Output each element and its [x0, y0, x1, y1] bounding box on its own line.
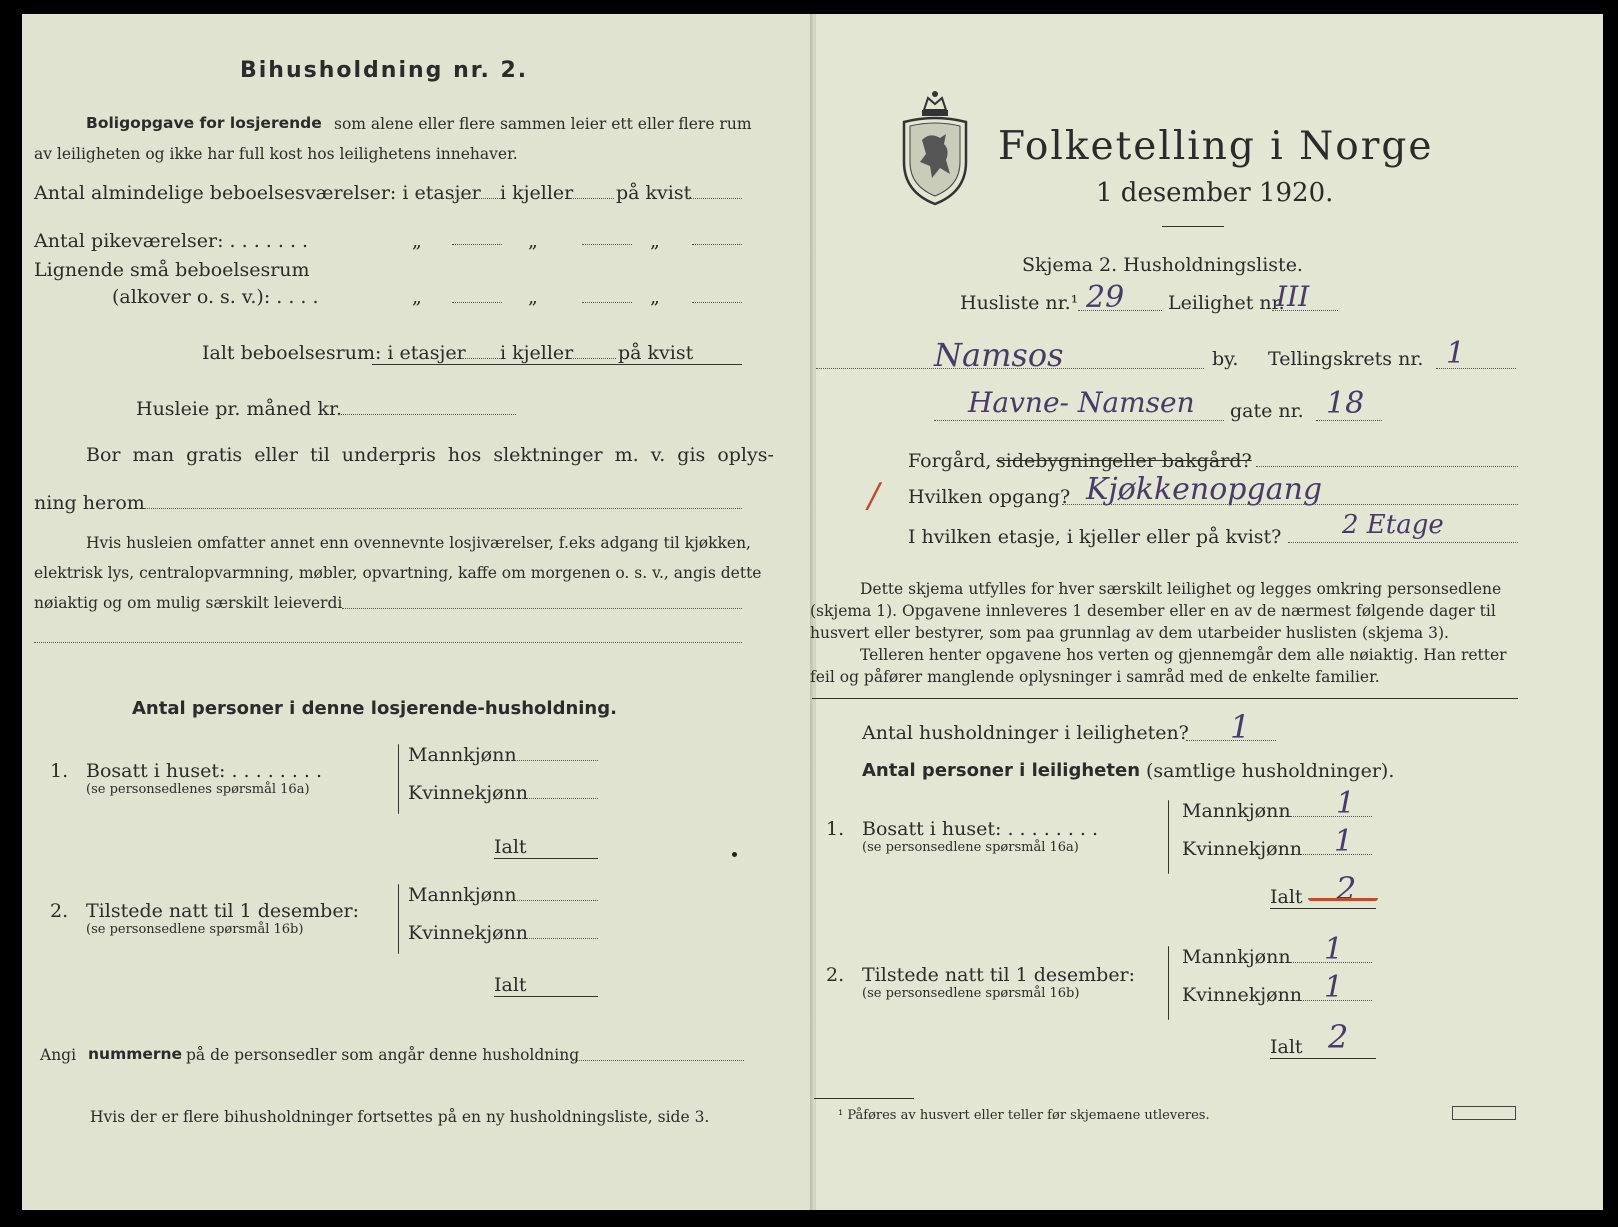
tilstede-mann-field[interactable]: [508, 900, 598, 901]
hvis-line3: nøiaktig og om mulig særskilt leieverdi: [34, 594, 343, 612]
rooms-etasjer-field[interactable]: [450, 198, 500, 199]
persons-bold: Antal personer i leiligheten: [862, 760, 1141, 781]
bosatt-ialt-label: Ialt: [494, 836, 527, 858]
krets-field: [1436, 368, 1516, 369]
r-tilstede-label: Tilstede natt til 1 desember:: [862, 964, 1136, 986]
husleie-field[interactable]: [338, 414, 516, 415]
gate-nr-value[interactable]: 18: [1326, 386, 1365, 421]
rooms-label: Antal almindelige beboelsesværelser: i etasjer: [34, 182, 481, 204]
husleie-label: Husleie pr. måned kr.: [136, 398, 343, 420]
left-footer: Hvis der er flere bihusholdninger fortsettes på en ny husholdningsliste, side 3.: [90, 1108, 710, 1126]
by-field: [816, 368, 1204, 369]
bosatt-kvinne-label: Kvinnekjønn: [408, 782, 529, 804]
sidebygning-label: sidebygning: [996, 450, 1114, 472]
krets-label: Tellingskrets nr.: [1268, 348, 1424, 370]
bosatt-ialt-field[interactable]: [494, 858, 598, 859]
angi-rest: på de personsedler som angår denne husholdning: [186, 1046, 580, 1064]
r-tilstede-num: 2.: [826, 964, 845, 986]
instructions-line4: Telleren henter opgavene hos verten og gjennemgår dem alle nøiaktig. Han retter: [860, 646, 1507, 664]
tilstede-kvinne-field[interactable]: [522, 938, 598, 939]
ialt-rooms-label: Ialt beboelsesrum: i etasjer: [202, 342, 466, 364]
tilstede-kvinne-label: Kvinnekjønn: [408, 922, 529, 944]
husholdninger-value[interactable]: 1: [1230, 708, 1251, 746]
tilstede-ialt-label: Ialt: [494, 974, 527, 996]
gratis-field[interactable]: [144, 508, 742, 509]
bosatt-label: Bosatt i huset: . . . . . . . .: [86, 760, 323, 782]
leilighet-field: [1272, 310, 1338, 311]
tilstede-mann-label: Mannkjønn: [408, 884, 517, 906]
opgang-label: Hvilken opgang?: [908, 486, 1071, 508]
bosatt-mann-label: Mannkjønn: [408, 744, 517, 766]
r-bosatt-label: Bosatt i huset: . . . . . . . .: [862, 818, 1099, 840]
r-bosatt-mann-field: [1290, 816, 1372, 817]
r-bosatt-num: 1.: [826, 818, 845, 840]
gate-value[interactable]: Havne- Namsen: [968, 386, 1195, 419]
printer-stamp: [1452, 1106, 1516, 1120]
pike-kjeller-field[interactable]: [582, 244, 632, 245]
instructions-rule: [812, 698, 1518, 699]
forgaard-label: Forgård,: [908, 450, 992, 472]
opgang-mark: /: [868, 476, 880, 516]
r-bosatt-kvinne-label: Kvinnekjønn: [1182, 838, 1303, 860]
title-rule: [1162, 226, 1224, 227]
r-bosatt-ialt-label: Ialt: [1270, 886, 1303, 908]
r-bosatt-kvinne-field: [1296, 854, 1372, 855]
bihusholdning-title: Bihusholdning nr. 2.: [240, 58, 529, 83]
etasje-field: [1288, 542, 1518, 543]
lignende-line1: Lignende små beboelsesrum: [34, 259, 310, 281]
lignende-line2: (alkover o. s. v.): . . . .: [112, 286, 319, 308]
persons-rest: (samtlige husholdninger).: [1146, 760, 1395, 782]
footnote-rule: [814, 1098, 914, 1099]
pike-ditto-2: „: [528, 230, 538, 252]
husliste-value[interactable]: 29: [1086, 280, 1125, 315]
bosatt-num: 1.: [50, 760, 69, 782]
persons-heading: Antal personer i denne losjerende-husholdning.: [132, 698, 617, 719]
r-bosatt-mann-value[interactable]: 1: [1336, 786, 1356, 821]
ialt-rooms-underline: [372, 364, 742, 365]
r-tilstede-brace: [1168, 946, 1169, 1020]
right-page: [810, 14, 1603, 1210]
pike-etasjer-field[interactable]: [452, 244, 502, 245]
gate-nr-field: [1316, 420, 1382, 421]
r-tilstede-ialt-label: Ialt: [1270, 1036, 1303, 1058]
r-tilstede-sub: (se personsedlene spørsmål 16b): [862, 986, 1080, 1001]
gratis-line1: Bor man gratis eller til underpris hos slektninger m. v. gis oplys-: [86, 444, 774, 466]
r-bosatt-sub: (se personsedlene spørsmål 16a): [862, 840, 1079, 855]
intro-rest: som alene eller flere sammen leier ett eller flere rum: [334, 115, 752, 133]
pike-kvist-field[interactable]: [692, 244, 742, 245]
rooms-kjeller-label: i kjeller: [500, 182, 574, 204]
hvis-line2: elektrisk lys, centralopvarmning, møbler, opvartning, kaffe om morgenen o. s. v., angis dette: [34, 564, 762, 582]
hvis-line1: Hvis husleien omfatter annet enn ovennevnte losjiværelser, f.eks adgang til kjøkken,: [86, 534, 751, 552]
pike-ditto-1: „: [412, 230, 422, 252]
pike-label: Antal pikeværelser: . . . . . . .: [34, 230, 309, 252]
ialt-kjeller-field[interactable]: [570, 358, 616, 359]
husliste-field: [1078, 310, 1162, 311]
instructions-line5: feil og påfører manglende oplysninger i samråd med de enkelte familier.: [810, 668, 1380, 686]
tilstede-num: 2.: [50, 900, 69, 922]
folketelling-title: Folketelling i Norge: [998, 124, 1434, 169]
by-value[interactable]: Namsos: [934, 336, 1064, 374]
rooms-kvist-label: på kvist: [616, 182, 692, 204]
coat-of-arms-icon: [900, 88, 970, 208]
r-tilstede-kvinne-value[interactable]: 1: [1324, 970, 1344, 1005]
ialt-etasjer-field[interactable]: [452, 358, 502, 359]
by-label: by.: [1212, 348, 1239, 370]
r-bosatt-brace: [1168, 800, 1169, 874]
bosatt-mann-field[interactable]: [508, 760, 598, 761]
r-bosatt-ialt-value[interactable]: 2: [1336, 870, 1357, 908]
intro-bold: Boligopgave for losjerende: [86, 114, 322, 132]
husholdninger-label: Antal husholdninger i leiligheten?: [862, 722, 1189, 744]
husholdninger-field: [1186, 740, 1276, 741]
ialt-kjeller-label: i kjeller: [500, 342, 574, 364]
footnote: ¹ Påføres av husvert eller teller før skjemaene utleveres.: [838, 1108, 1210, 1123]
leilighet-value[interactable]: III: [1276, 280, 1310, 313]
rooms-kjeller-field[interactable]: [570, 198, 614, 199]
forgaard-field[interactable]: [1256, 466, 1518, 467]
instructions-line1: Dette skjema utfylles for hver særskilt leilighet og legges omkring personsedlene: [860, 580, 1502, 598]
r-bosatt-mann-label: Mannkjønn: [1182, 800, 1291, 822]
r-bosatt-ialt-red-underline: [1308, 898, 1378, 901]
rooms-kvist-field[interactable]: [690, 198, 742, 199]
gate-label: gate nr.: [1230, 400, 1304, 422]
lignende-kjeller-field[interactable]: [582, 302, 632, 303]
tilstede-brace: [398, 884, 399, 954]
pike-ditto-3: „: [650, 230, 660, 252]
gate-field: [934, 420, 1224, 421]
husliste-label: Husliste nr.¹: [960, 292, 1079, 314]
ialt-kvist-label: på kvist: [618, 342, 694, 364]
instructions-line3: husvert eller bestyrer, som paa grunnlag av dem utarbeider huslisten (skjema 3).: [810, 624, 1449, 642]
lignende-ditto-1: „: [412, 286, 422, 308]
bosatt-kvinne-field[interactable]: [522, 798, 598, 799]
r-bosatt-kvinne-value[interactable]: 1: [1334, 824, 1354, 859]
leieverdi-field[interactable]: [342, 608, 742, 609]
tilstede-label: Tilstede natt til 1 desember:: [86, 900, 360, 922]
r-tilstede-mann-label: Mannkjønn: [1182, 946, 1291, 968]
bakgaard-label: eller bakgård?: [1112, 450, 1252, 472]
opgang-value[interactable]: Kjøkkenopgang: [1086, 472, 1323, 507]
r-tilstede-kvinne-field: [1296, 1000, 1372, 1001]
angi-field[interactable]: [572, 1060, 744, 1061]
lignende-ditto-3: „: [650, 286, 660, 308]
opgang-field: [1062, 504, 1518, 505]
lignende-kvist-field[interactable]: [692, 302, 742, 303]
r-tilstede-ialt-value[interactable]: 2: [1328, 1018, 1349, 1056]
bosatt-brace: [398, 744, 399, 814]
ink-dot: [732, 852, 737, 857]
leieverdi-field-2[interactable]: [34, 642, 742, 643]
skjema-label: Skjema 2. Husholdningsliste.: [1022, 254, 1303, 276]
etasje-label: I hvilken etasje, i kjeller eller på kvist?: [908, 526, 1282, 548]
r-tilstede-mann-value[interactable]: 1: [1324, 932, 1344, 967]
r-tilstede-kvinne-label: Kvinnekjønn: [1182, 984, 1303, 1006]
census-date: 1 desember 1920.: [1096, 178, 1334, 208]
lignende-ditto-2: „: [528, 286, 538, 308]
leilighet-label: Leilighet nr.: [1168, 292, 1285, 314]
r-bosatt-ialt-field: [1270, 908, 1376, 909]
r-tilstede-ialt-field: [1270, 1058, 1376, 1059]
lignende-etasjer-field[interactable]: [452, 302, 502, 303]
angi-bold: nummerne: [88, 1045, 183, 1063]
etasje-value[interactable]: 2 Etage: [1342, 510, 1444, 540]
tilstede-sub: (se personsedlene spørsmål 16b): [86, 922, 304, 937]
instructions-line2: (skjema 1). Opgavene innleveres 1 desember eller en av de nærmest følgende dager til: [810, 602, 1496, 620]
left-page: [22, 14, 812, 1210]
tilstede-ialt-field[interactable]: [494, 996, 598, 997]
krets-value[interactable]: 1: [1446, 336, 1466, 371]
angi-pre: Angi: [40, 1046, 77, 1064]
intro-line2: av leiligheten og ikke har full kost hos leilighetens innehaver.: [34, 145, 518, 163]
gratis-line2: ning herom: [34, 492, 145, 514]
bosatt-sub: (se personsedlenes spørsmål 16a): [86, 782, 310, 797]
r-tilstede-mann-field: [1290, 962, 1372, 963]
